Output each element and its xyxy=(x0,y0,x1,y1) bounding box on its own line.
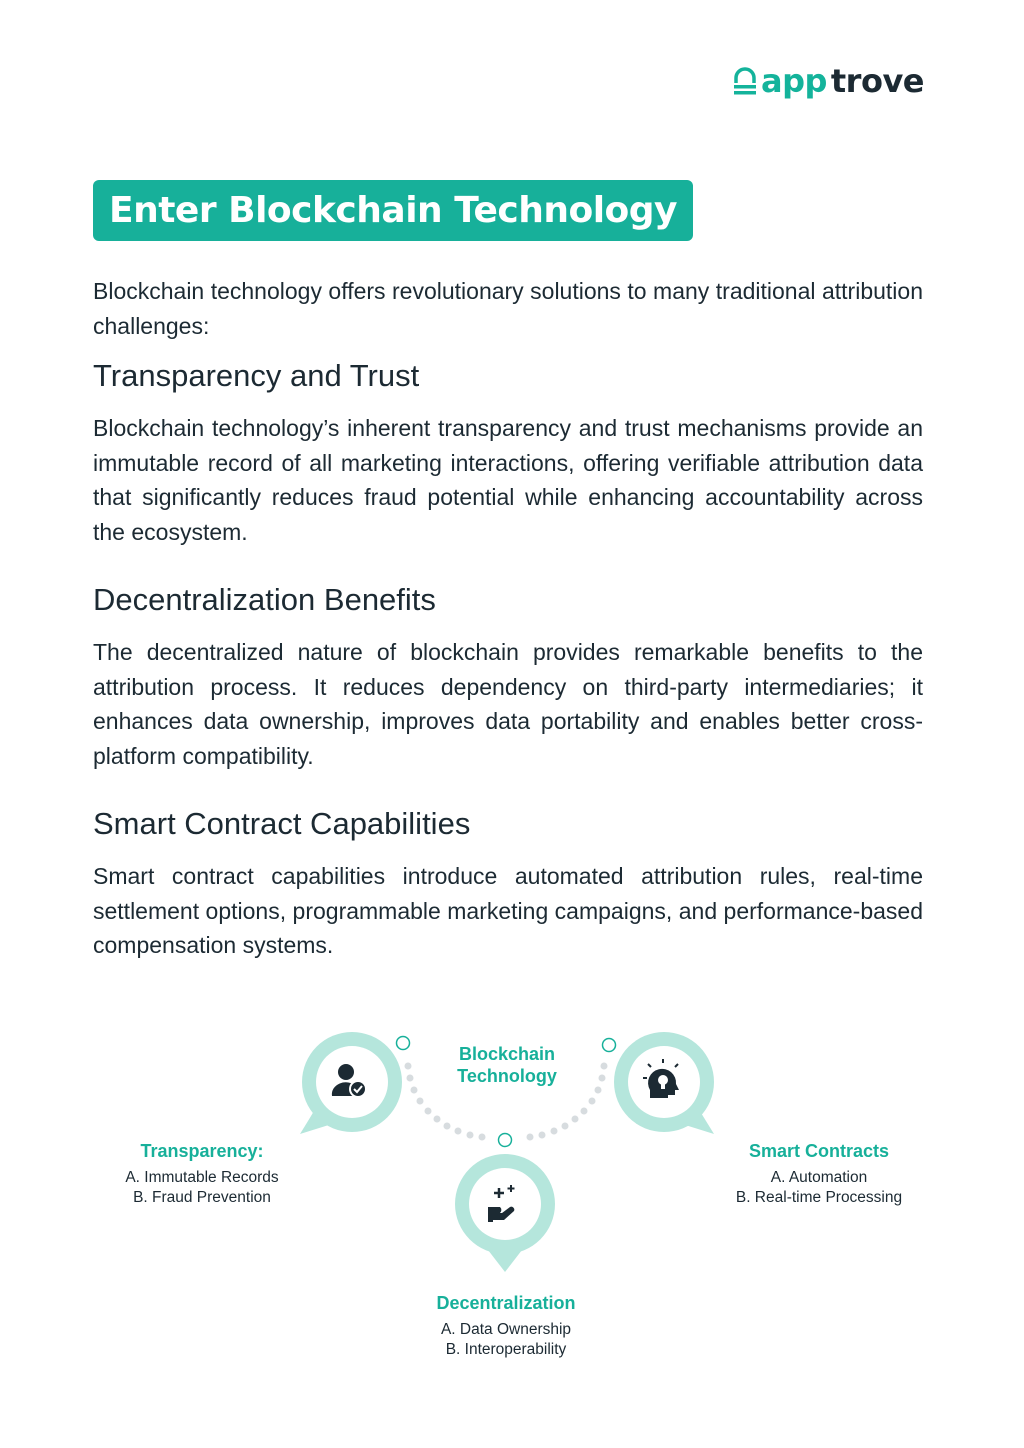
intro-paragraph: Blockchain technology offers revolutionary solutions to many traditional attribution challenges: xyxy=(93,278,923,339)
diagram-center-label xyxy=(437,1043,577,1087)
blockchain-diagram xyxy=(0,1000,1024,1420)
section-body-decentralization: The decentralized nature of blockchain provides remarkable benefits to the attribution process. It reduces dependency on third-party intermediaries; it enhances data ownership, improves data portability and enables better cross-platform compatibility. xyxy=(93,639,923,769)
node-item-smart-contracts-b: B. Real-time Processing xyxy=(735,1189,903,1206)
section-body-smart-contracts: Smart contract capabilities introduce automated attribution rules, real-time settlement options, programmable marketing campaigns, and performance-based compensation systems. xyxy=(93,863,923,958)
section-heading-smart-contracts: Smart Contract Capabilities xyxy=(93,806,471,841)
node-item-smart-contracts-a: A. Automation xyxy=(770,1169,868,1186)
node-item-decentralization-b: B. Interoperability xyxy=(445,1341,567,1358)
logo-text-trove: trove xyxy=(830,62,924,100)
page-title: Enter Blockchain Technology xyxy=(93,180,693,241)
node-label-transparency: Transparency: xyxy=(140,1141,264,1161)
logo-text-app: app xyxy=(760,62,827,100)
node-item-decentralization-a: A. Data Ownership xyxy=(440,1321,572,1338)
ring-node-left xyxy=(397,1037,410,1050)
apptrove-logo xyxy=(733,58,924,104)
section-body-transparency: Blockchain technology’s inherent transparency and trust mechanisms provide an immutable record of all marketing interactions, offering verifiable attribution data that significantly reduces fraud potential while enhancing accountability across the ecosystem. xyxy=(93,415,923,545)
node-item-transparency-b: B. Fraud Prevention xyxy=(133,1189,271,1206)
ring-node-bottom xyxy=(499,1134,512,1147)
section-heading-transparency: Transparency and Trust xyxy=(93,358,420,393)
section-heading-decentralization: Decentralization Benefits xyxy=(93,582,436,617)
pin-smart-contracts xyxy=(614,1032,714,1134)
pin-transparency xyxy=(300,1032,402,1134)
node-label-decentralization: Decentralization xyxy=(436,1293,576,1313)
diagram-center-line1: Blockchain xyxy=(458,1044,556,1064)
node-label-smart-contracts: Smart Contracts xyxy=(748,1141,890,1161)
logo-mark-icon xyxy=(733,66,757,96)
diagram-center-line2: Technology xyxy=(457,1066,557,1086)
ring-node-right xyxy=(603,1039,616,1052)
node-item-transparency-a: A. Immutable Records xyxy=(125,1169,279,1186)
pin-decentralization xyxy=(455,1154,555,1272)
